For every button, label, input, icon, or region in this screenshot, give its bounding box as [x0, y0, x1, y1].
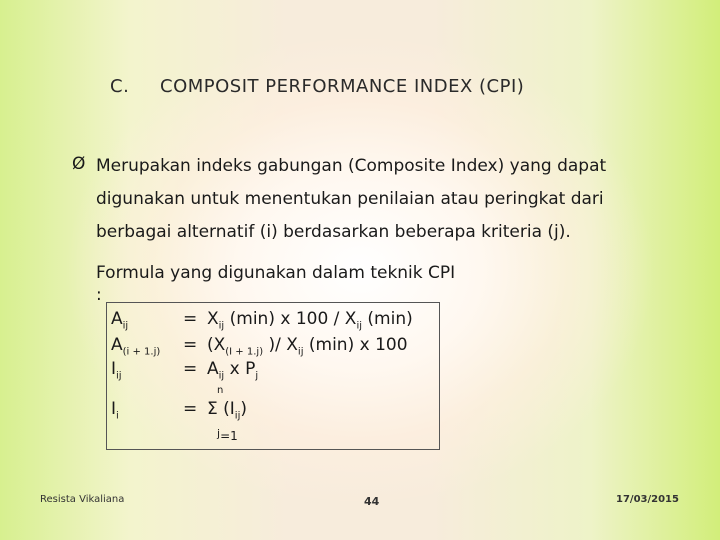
- formula-left: $A_{(i + 1.j)}$: [111, 335, 161, 358]
- sum-lower-limit: $j_{=1}$: [217, 427, 238, 444]
- formula-right: $A_{ij}$ x $P_j$: [207, 359, 259, 382]
- formula-right: $X_{ij}$ (min) x $100 / X_{ij}$ (min): [207, 309, 413, 332]
- sum-upper-limit: n: [217, 385, 224, 396]
- footer-author: Resista Vikaliana: [40, 494, 125, 505]
- footer-page-number: 44: [364, 495, 380, 508]
- bullet-text: Merupakan indeks gabungan (Composite Index) yang dapat digunakan untuk menentukan penilaian atau peringkat dari berbagai alternatif (i) berdasarkan beberapa kriteria (j).: [96, 156, 607, 242]
- formula-box: [106, 302, 440, 450]
- formula-left: $I_{ij}$: [111, 359, 122, 382]
- footer-date: 17/03/2015: [616, 494, 679, 505]
- formula-right: Σ $(I_{ij})$: [207, 399, 247, 422]
- bullet-arrow-icon: Ø: [72, 154, 86, 174]
- formula-equals: =: [183, 335, 198, 355]
- formula-equals: =: [183, 399, 198, 419]
- slide-title: COMPOSIT PERFORMANCE INDEX (CPI): [160, 76, 525, 97]
- formula-right: ($X_{(I + 1.j)}$ )/ $X_{ij}$ (min) x 100: [207, 335, 408, 358]
- formula-left: $A_{ij}$: [111, 309, 129, 332]
- formula-equals: =: [183, 309, 198, 329]
- formula-left: $I_i$: [111, 399, 119, 422]
- formula-heading: [96, 262, 516, 306]
- section-letter: C.: [110, 76, 130, 97]
- formula-equals: =: [183, 359, 198, 379]
- formula-heading-text: Formula yang digunakan dalam teknik CPI: [96, 263, 456, 283]
- formula-heading-colon: :: [96, 285, 102, 305]
